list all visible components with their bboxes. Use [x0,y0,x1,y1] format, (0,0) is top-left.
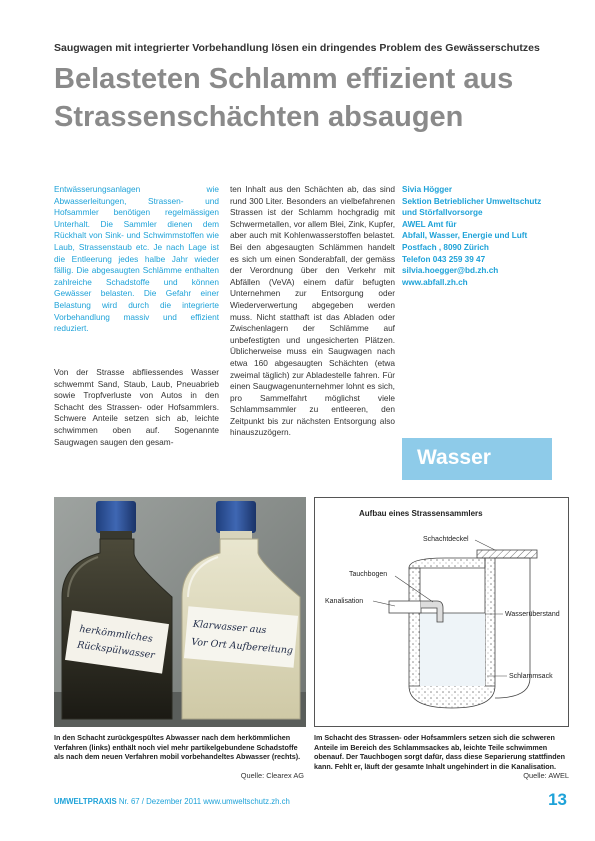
label-kanalisation: Kanalisation [325,598,364,605]
body-text-column-1: Von der Strasse abfliessendes Wasser schwemmt Sand, Staub, Laub, Pneuabrieb sowie Tropfverluste von Autos in den Schacht des Strassen- oder Hofsammlers. Schwere Anteile setzen sich ab, leichte schwimmen oben auf. Sogenannte Saugwagen saugen den gesam- [54,367,219,447]
contact-phone: Telefon 043 259 39 47 [402,254,486,264]
manhole-cover [477,550,537,558]
sewer-diagram-svg [315,498,568,726]
contact-department-1: Sektion Betrieblicher Umweltschutz [402,196,542,206]
right-bottle-label-2: Vor Ort Aufbereitung [190,636,294,657]
right-bottle-label-1: Klarwasser aus [192,618,267,637]
title-line-1: Belasteten Schlamm effizient aus [54,63,514,95]
contact-office-2: Abfall, Wasser, Energie und Luft [402,231,528,241]
contact-address: Postfach , 8090 Zürich [402,242,489,252]
article-kicker: Saugwagen mit integrierter Vorbehandlung lösen ein dringendes Problem des Gewässerschutzes [54,42,540,54]
section-tag [402,438,552,480]
diagram-source: Quelle: AWEL [523,771,569,780]
footer-magazine: UMWELTPRAXIS [54,797,117,806]
contact-web-link[interactable]: www.abfall.zh.ch [402,277,468,287]
sewer-pipe [389,601,421,613]
left-bottle-label-1: herkömmliches [78,623,154,645]
photo-caption: In den Schacht zurückgespültes Abwasser nach dem herkömmlichen Verfahren (links) enthält noch viel mehr partikelgebundene Schadstoffe als nach dem neuen Verfahren mobil vorbehandeltes Abwasser (rechts). [54,733,301,762]
contact-name: Sivia Högger [402,185,453,194]
section-tag-label: Wasser [417,446,491,469]
bottles-illustration [54,497,306,727]
contact-email-link[interactable]: silvia.hoegger@bd.zh.ch [402,266,499,276]
lead-paragraph: Entwässerungsanlagen wie Abwasserleitungen, Strassen- und Hofsammler benötigen regelmässigen Unterhalt. Die Sammler dienen dem Rückhalt von Sink- und Schwimmstoffen wie Laub, Strassenstaub etc. Je nach Lage ist die Entleerung jedes halbe Jahr wieder fällig. Die abgesaugten Schlämme enthalten zahlreiche Schadstoffe und können Gewässer belasten. Die Gefahr einer Belastung wird durch die integrierte Vorbehandlung massiv und effizient reduziert. [54,184,219,334]
left-bottle-label-2: Rückspülwasser [76,639,156,662]
contact-department-2: und Störfallvorsorge [402,208,483,218]
body-text-column-2: ten Inhalt aus den Schächten ab, das sind rund 300 Liter. Besonders an vielbefahrenen Strassen ist der Schlamm hochgradig mit Schwermetallen, vor allem Blei, Zink, Kupfer, aber auch mit Kohlenwasserstoffen belastet. Bei den abgesaugten Schlämmen handelt es sich um einen Sonderabfall, der gemäss der Verordnung über den Verkehr mit Abfällen (VeVA) einem dafür befugten Unternehmen zur Entsorgung oder Wiederverwertung abgegeben werden muss. Nicht statthaft ist das Abladen oder Zwischenlagern der Schlämme auf unbefestigten und ungesicherten Plätzen. Üblicherweise muss ein Saugwagen nach etwa 160 abgesaugten Schächten (etwa zweimal täglich) zur Abladestelle fahren. Für einen Saugwagenunternehmer lohnt es sich, pro Sammelfahrt möglichst viele Schlammsammler zu entleeren, den Zeitpunkt bis zur nächsten Entsorgung also hinauszuzögern. [230,184,395,438]
label-wasserueberstand: Wasserüberstand [505,611,560,618]
right-wall [485,558,495,686]
author-contact-block [402,184,562,288]
label-tauchbogen: Tauchbogen [349,571,388,578]
page-footer [54,797,290,806]
label-schachtdeckel: Schachtdeckel [423,536,469,543]
title-line-2: Strassenschächten absaugen [54,101,464,133]
contact-office-1: AWEL Amt für [402,219,457,229]
diagram-title: Aufbau eines Strassensammlers [359,509,483,518]
sewer-diagram [314,497,569,727]
footer-url[interactable]: www.umweltschutz.zh.ch [203,797,290,806]
page-number: 13 [548,790,567,809]
photo-source: Quelle: Clearex AG [240,771,304,780]
bottles-photo [54,497,306,727]
article-title [54,60,574,136]
sludge-bottom [409,686,495,708]
footer-issue: Nr. 67 / Dezember 2011 [118,797,202,806]
label-schlammsack: Schlammsack [509,673,553,680]
left-wall [409,568,420,686]
diagram-caption: Im Schacht des Strassen- oder Hofsammlers setzen sich die schweren Anteile im Bereich des Schlammsackes ab, leichte Teile schwimmen obenauf. Der Tauchbogen sorgt dafür, dass diese Separierung stattfinden kann. Fehlt er, läuft der gesamte Inhalt ungehindert in die Kanalisation. [314,733,566,771]
